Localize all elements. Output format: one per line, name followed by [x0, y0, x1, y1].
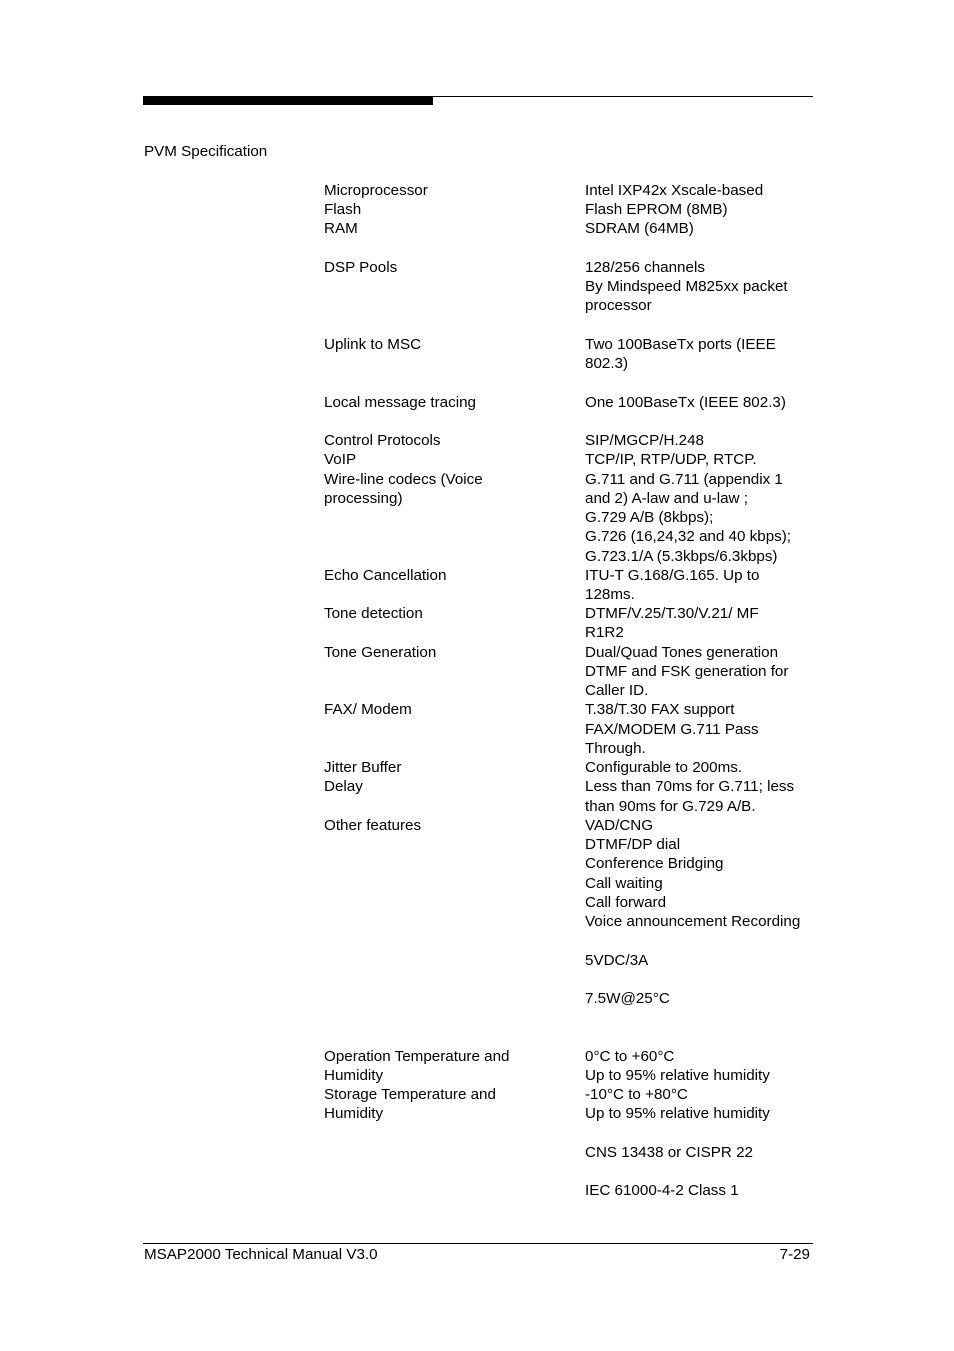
- footer-rule: [143, 1243, 813, 1244]
- spec-label: FAX/ Modem: [324, 701, 412, 718]
- spec-value: Through.: [585, 740, 646, 757]
- spec-value: 128ms.: [585, 586, 635, 603]
- spec-value: Flash EPROM (8MB): [585, 201, 728, 218]
- spec-value: and 2) A-law and u-law ;: [585, 490, 748, 507]
- spec-label: Microprocessor: [324, 182, 428, 199]
- spec-label: Control Protocols: [324, 432, 441, 449]
- spec-value: T.38/T.30 FAX support: [585, 701, 735, 718]
- spec-value: Up to 95% relative humidity: [585, 1067, 770, 1084]
- spec-value: FAX/MODEM G.711 Pass: [585, 721, 759, 738]
- spec-label: Operation Temperature and: [324, 1048, 510, 1065]
- spec-label: Echo Cancellation: [324, 567, 447, 584]
- spec-label: Wire-line codecs (Voice: [324, 471, 483, 488]
- spec-label: Uplink to MSC: [324, 336, 422, 353]
- spec-value: IEC 61000-4-2 Class 1: [585, 1182, 739, 1199]
- spec-value: One 100BaseTx (IEEE 802.3): [585, 394, 786, 411]
- spec-value: G.726 (16,24,32 and 40 kbps);: [585, 528, 792, 545]
- spec-value: G.711 and G.711 (appendix 1: [585, 471, 783, 488]
- spec-value: Intel IXP42x Xscale-based: [585, 182, 764, 199]
- spec-value: Call forward: [585, 894, 667, 911]
- spec-label: Tone Generation: [324, 644, 437, 661]
- spec-value: 7.5W@25°C: [585, 990, 670, 1007]
- spec-label: Local message tracing: [324, 394, 476, 411]
- spec-value: DTMF/V.25/T.30/V.21/ MF: [585, 605, 759, 622]
- spec-label: Jitter Buffer: [324, 759, 402, 776]
- spec-value: CNS 13438 or CISPR 22: [585, 1144, 753, 1161]
- spec-value: Two 100BaseTx ports (IEEE: [585, 336, 776, 353]
- spec-value: 0°C to +60°C: [585, 1048, 675, 1065]
- spec-value: Less than 70ms for G.711; less: [585, 778, 795, 795]
- spec-label: Humidity: [324, 1067, 384, 1084]
- spec-value: Voice announcement Recording: [585, 913, 801, 930]
- spec-value: TCP/IP, RTP/UDP, RTCP.: [585, 451, 757, 468]
- spec-value: Conference Bridging: [585, 855, 724, 872]
- spec-value: than 90ms for G.729 A/B.: [585, 798, 756, 815]
- header-thin-rule: [143, 96, 813, 97]
- spec-value: -10°C to +80°C: [585, 1086, 688, 1103]
- spec-label: Humidity: [324, 1105, 384, 1122]
- spec-label: Tone detection: [324, 605, 423, 622]
- spec-value: G.729 A/B (8kbps);: [585, 509, 714, 526]
- spec-value: VAD/CNG: [585, 817, 654, 834]
- spec-value: Up to 95% relative humidity: [585, 1105, 770, 1122]
- spec-label: RAM: [324, 220, 358, 237]
- spec-label: Flash: [324, 201, 362, 218]
- spec-value: 802.3): [585, 355, 629, 372]
- spec-label: Delay: [324, 778, 363, 795]
- spec-value: By Mindspeed M825xx packet: [585, 278, 788, 295]
- spec-value: DTMF and FSK generation for: [585, 663, 789, 680]
- spec-value: processor: [585, 297, 652, 314]
- spec-label: Other features: [324, 817, 422, 834]
- spec-value: SDRAM (64MB): [585, 220, 694, 237]
- spec-label: processing): [324, 490, 403, 507]
- footer-manual-title: MSAP2000 Technical Manual V3.0: [144, 1246, 378, 1263]
- spec-label: Storage Temperature and: [324, 1086, 496, 1103]
- spec-value: 128/256 channels: [585, 259, 705, 276]
- spec-value: ITU-T G.168/G.165. Up to: [585, 567, 760, 584]
- spec-value: DTMF/DP dial: [585, 836, 681, 853]
- spec-value: G.723.1/A (5.3kbps/6.3kbps): [585, 548, 778, 565]
- spec-value: Configurable to 200ms.: [585, 759, 743, 776]
- section-title: PVM Specification: [144, 143, 268, 160]
- spec-value: 5VDC/3A: [585, 952, 649, 969]
- footer-page-number: 7-29: [779, 1246, 810, 1263]
- spec-label: DSP Pools: [324, 259, 398, 276]
- spec-value: Caller ID.: [585, 682, 649, 699]
- spec-label: VoIP: [324, 451, 357, 468]
- spec-value: Call waiting: [585, 875, 663, 892]
- spec-value: R1R2: [585, 624, 624, 641]
- spec-value: SIP/MGCP/H.248: [585, 432, 705, 449]
- spec-value: Dual/Quad Tones generation: [585, 644, 779, 661]
- header-thick-rule: [143, 96, 433, 105]
